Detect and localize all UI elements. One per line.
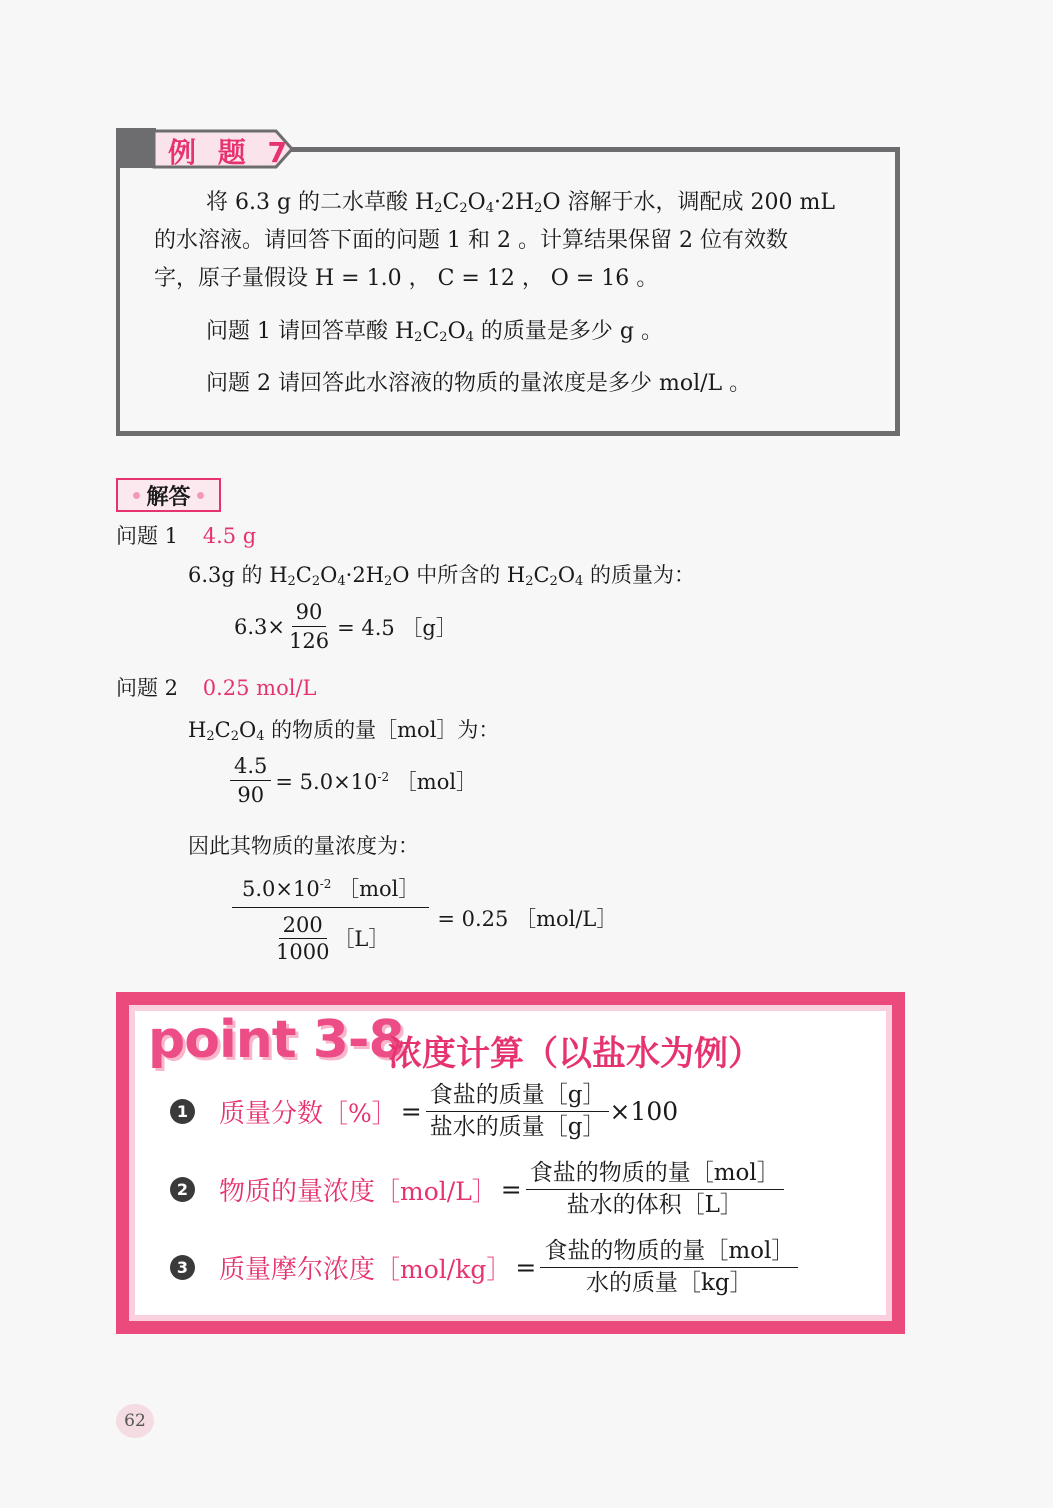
q1-calc-denominator: 126 <box>289 629 330 653</box>
formula-1-fraction <box>426 1080 610 1143</box>
q2-calc2-numerator <box>232 870 429 908</box>
example-title: 例 题 7 <box>168 136 293 169</box>
badge-dot-left <box>133 492 140 499</box>
formula-2-denominator: 盐水的体积［L］ <box>566 1192 743 1218</box>
example-text-line-1: 将 6.3 g 的二水草酸 $H_2C_2O_4\cdot 2H_2O$ 溶解于水，调配成 200 mL <box>206 190 835 216</box>
formula-2-fraction <box>526 1158 784 1221</box>
q2-calc2-inner-fraction <box>272 912 333 965</box>
q2-calc2-num-value: 5.0×10 <box>242 877 320 901</box>
formula-2-unit: ［mol/L］ <box>375 1176 497 1206</box>
formula-1-unit: ［%］ <box>323 1098 397 1128</box>
q2-calc2-denominator <box>268 908 393 965</box>
formula-3-fraction <box>540 1236 798 1299</box>
answer-q1-row <box>116 520 256 550</box>
q2-calc2-num-unit: ［mol］ <box>331 877 420 901</box>
formula-1-equals: = <box>400 1097 422 1126</box>
formula-3-numerator: 食盐的物质的量［mol］ <box>540 1236 798 1268</box>
example-question-1-b: 的质量是多少 g 。 <box>473 319 663 344</box>
q2-calc1-result <box>275 766 477 796</box>
answer-q1-value: 4.5 g <box>202 524 257 548</box>
q1-calc-left: 6.3× <box>234 614 285 639</box>
answer-q1-desc-c: 的质量为： <box>583 563 696 587</box>
example-text-line-3: 字，原子量假设 H = 1.0 ， C = 12 ， O = 16 。 <box>154 266 659 291</box>
answer-q1-calc <box>234 598 457 655</box>
q2-calc1-numerator: 4.5 <box>230 752 271 781</box>
answer-q2-calc-1 <box>230 752 477 809</box>
q1-calc-fraction <box>285 598 333 655</box>
q2-calc1-unit: ［mol］ <box>389 769 478 794</box>
formula-1-label: 质量分数 <box>219 1099 324 1129</box>
q2-calc1-fraction <box>230 752 271 809</box>
q2-calc2-den-unit: ［L］ <box>333 926 390 951</box>
example-text-line-1-a: 将 6.3 g 的二水草酸 H <box>206 190 435 215</box>
formula-1-numerator: 食盐的质量［g］ <box>426 1080 610 1112</box>
example-question-2: 问题 2 请回答此水溶液的物质的量浓度是多少 mol/L 。 <box>206 371 752 396</box>
formula-3-label: 质量摩尔浓度 <box>219 1255 376 1285</box>
example-text-line-1-b: 溶解于水，调配成 200 mL <box>560 190 835 215</box>
answer-q2-desc: $H_2C_2O_4$ 的物质的量［mol］为： <box>188 718 500 744</box>
q2-calc1-exponent: -2 <box>377 769 390 784</box>
formula-2-label: 物质的量浓度 <box>219 1177 376 1207</box>
q2-calc1-denominator: 90 <box>237 783 265 807</box>
q2-calc2-num-exponent: -2 <box>319 877 332 891</box>
formula-1 <box>170 1080 678 1143</box>
answer-q2-label: 问题 2 <box>116 676 179 700</box>
formula-3-denominator: 水的质量［kg］ <box>585 1270 753 1296</box>
formula-3 <box>170 1236 798 1299</box>
page-number: 62 <box>116 1404 154 1438</box>
formula-2-equals: = <box>500 1175 522 1204</box>
answer-badge-label: 解答 <box>146 484 191 510</box>
badge-dot-right <box>197 492 204 499</box>
q2-calc2-inner-numerator: 200 <box>279 912 327 939</box>
q2-calc1-value: = 5.0×10 <box>275 769 378 794</box>
answer-q1-desc: 6.3g 的 $H_2C_2O_4\cdot 2H_2O$ 中所含的 $H_2C_2O_4$ 的质量为： <box>188 563 696 589</box>
q2-calc2-result: = 0.25 ［mol/L］ <box>437 906 618 931</box>
formula-3-unit: ［mol/kg］ <box>375 1254 512 1284</box>
answer-q1-label: 问题 1 <box>116 524 179 548</box>
example-question-1: 问题 1 请回答草酸 $H_2C_2O_4$ 的质量是多少 g 。 <box>206 319 663 345</box>
formula-3-number-icon: 3 <box>170 1255 195 1280</box>
q2-calc2-fraction <box>232 870 429 965</box>
answer-q2-desc-2: 因此其物质的量浓度为： <box>188 834 419 858</box>
formula-1-denominator: 盐水的质量［g］ <box>429 1114 606 1140</box>
point-logo: point 3-8 <box>148 1010 404 1070</box>
example-question-1-a: 问题 1 请回答草酸 H <box>206 319 415 344</box>
q1-calc-result: = 4.5 ［g］ <box>337 615 457 640</box>
q1-calc-numerator: 90 <box>292 598 327 627</box>
answer-badge <box>116 478 221 512</box>
formula-2 <box>170 1158 784 1221</box>
q2-calc2-inner-denominator: 1000 <box>275 940 330 964</box>
answer-q2-row <box>116 672 316 702</box>
point-heading: 浓度计算（以盐水为例） <box>388 1034 762 1074</box>
formula-2-numerator: 食盐的物质的量［mol］ <box>526 1158 784 1190</box>
answer-q2-desc-text: 的物质的量［mol］为： <box>264 718 500 742</box>
example-text-line-2: 的水溶液。请回答下面的问题 1 和 2 。计算结果保留 2 位有效数 <box>154 228 788 253</box>
answer-q1-desc-a: 6.3g 的 H <box>188 563 288 587</box>
answer-q2-calc-2 <box>232 870 617 965</box>
formula-3-equals: = <box>515 1253 537 1282</box>
formula-1-multiplier: ×100 <box>609 1097 679 1126</box>
answer-q2-value: 0.25 mol/L <box>202 676 317 700</box>
formula-2-number-icon: 2 <box>170 1177 195 1202</box>
answer-q1-desc-b: 中所含的 H <box>409 563 526 587</box>
formula-1-number-icon: 1 <box>170 1099 195 1124</box>
